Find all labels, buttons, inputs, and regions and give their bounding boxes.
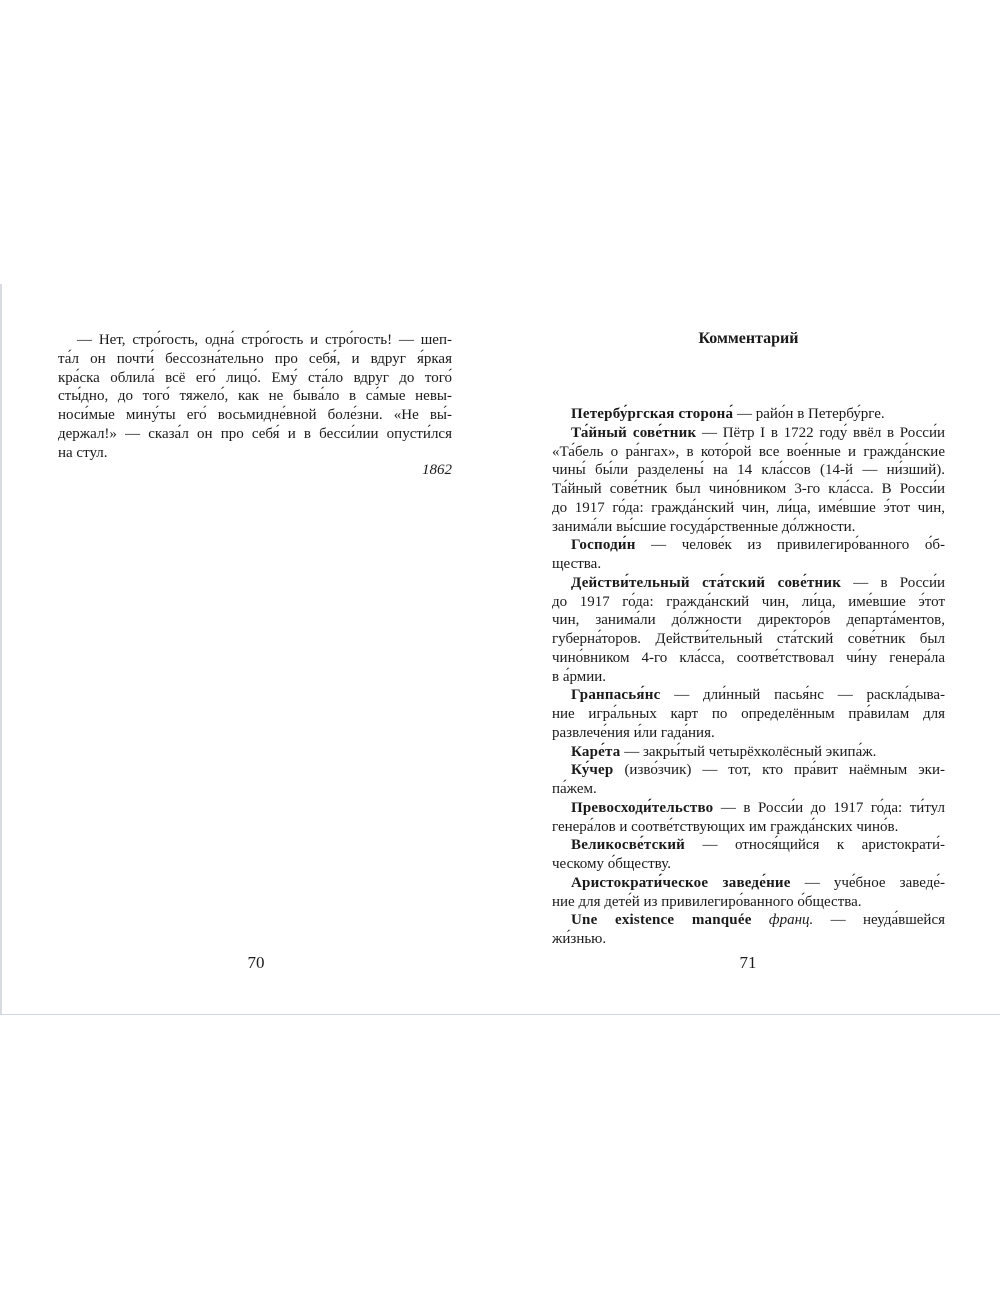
text-line: та́л он почти́ бессозна́тельно про себя́, и вдруг я́ркая <box>58 350 452 367</box>
text-line: на стул. <box>58 444 108 461</box>
commentary-entry <box>552 424 945 443</box>
entry-definition: — дли́нный пасья́нс — раскла́дыва- <box>660 687 945 704</box>
entry-definition: — закры́тый четырёхколёсный экипа́ж. <box>620 743 877 760</box>
text-line: — Нет, стро́гость, одна́ стро́гость и стро́гость! — шеп- <box>77 332 452 348</box>
entry-language: франц. <box>768 912 814 929</box>
entry-continuation: «Та́бель о ра́нгах», в кото́рой все вое́нные и гражда́нские <box>552 443 945 460</box>
entry-definition: — челове́к из привилегиро́ванного о́б- <box>635 537 945 554</box>
entry-continuation: ние игра́льных карт по определённым пра́вилам для <box>552 706 945 722</box>
entry-definition: — в Росси́и <box>841 574 946 591</box>
page-title: Комментарий <box>698 330 799 347</box>
entry-definition: (изво́зчик) — тот, кто пра́вит наёмным эки- <box>613 762 945 779</box>
commentary-entry <box>552 574 945 593</box>
entry-continuation: па́жем. <box>552 781 597 797</box>
entry-term: Действи́тельный ста́тский сове́тник <box>571 574 842 591</box>
text-line: кра́ска облила́ всё его́ лицо́. Ему́ ста́ло вдруг до того́ <box>58 369 452 386</box>
commentary-entry <box>552 743 945 762</box>
entry-continuation: чино́вником 4-го кла́сса, соотве́тствовал чи́ну генера́ла <box>552 649 945 666</box>
entry-definition: — райо́н в Петербу́рге. <box>733 406 885 422</box>
text-line: сты́дно, до того́ тяжело́, как не быва́ло в са́мые невы- <box>58 388 452 405</box>
entry-definition: — неуда́вшейся <box>813 912 946 929</box>
entry-term: Превосходи́тельство <box>571 799 714 816</box>
entry-continuation: занима́ли вы́сшие госуда́рственные до́лжности. <box>552 518 856 535</box>
entry-definition: — в Росси́и до 1917 го́да: ти́тул <box>713 799 945 816</box>
entry-continuation: Та́йный сове́тник был чино́вником 3-го кла́сса. В Росси́и <box>552 481 945 497</box>
entry-continuation: чин, занима́ли до́лжности директоро́в департа́ментов, <box>552 612 945 629</box>
entry-continuation: губерна́торов. Действи́тельный ста́тский сове́тник был <box>552 631 945 647</box>
entry-continuation: генера́лов и соотве́тствующих им гражда́нских чино́в. <box>552 818 899 835</box>
entry-definition: — относя́щийся к аристократи́- <box>685 837 945 854</box>
commentary-entry <box>552 761 945 780</box>
entry-continuation: до 1917 го́да: гражда́нский чин, ли́ца, име́вшие э́тот чин, <box>552 499 945 516</box>
text-line: носи́мые мину́ты его́ восьмидне́вной боле́зни. «Не вы́- <box>58 407 452 423</box>
entry-definition: — Пётр I в 1722 году́ ввёл в Росси́и <box>696 424 946 441</box>
entry-continuation: ческому о́бществу. <box>552 856 671 872</box>
entry-term: Une existence manquée <box>571 912 752 929</box>
entry-continuation: ние для дете́й из привилегиро́ванного о́бщества. <box>552 893 862 910</box>
page-number-right: 71 <box>739 953 757 972</box>
entry-term: Гранпасья́нс <box>571 687 661 704</box>
entry-term: Петербу́ргская сторона́ <box>571 406 734 422</box>
entry-term: Каре́та <box>571 743 621 760</box>
commentary-entry <box>552 536 945 555</box>
entry-continuation: в а́рмии. <box>552 668 607 685</box>
entry-term: Ку́чер <box>571 762 614 779</box>
date-signature: 1862 <box>422 462 452 478</box>
commentary-entry <box>552 799 945 818</box>
text-line: держал!» — сказа́л он про себя́ и в бесси́лии опусти́лся <box>58 425 452 442</box>
entry-continuation: щества. <box>552 556 602 572</box>
entry-term: Аристократи́ческое заведе́ние <box>571 874 791 891</box>
entry-term: Та́йный сове́тник <box>571 424 697 441</box>
commentary-list <box>552 405 945 949</box>
entry-term: Великосве́тский <box>571 837 686 854</box>
page-number-left: 70 <box>247 953 265 972</box>
entry-continuation: жи́знью. <box>552 931 607 947</box>
entry-definition: — уче́бное заведе́- <box>790 874 945 891</box>
commentary-entry <box>552 874 945 893</box>
commentary-entry <box>552 836 945 855</box>
left-page-text <box>58 331 452 462</box>
commentary-entry <box>552 911 945 930</box>
commentary-entry <box>552 405 945 424</box>
entry-continuation: чины́ бы́ли разделены́ на 14 кла́ссов (14-й — ни́зший). <box>552 462 945 479</box>
commentary-entry <box>552 686 945 705</box>
entry-continuation: развлече́ния и́ли гада́ния. <box>552 724 715 741</box>
entry-term: Господи́н <box>571 537 636 554</box>
entry-continuation: до 1917 го́да: гражда́нский чин, ли́ца, име́вшие э́тот <box>552 593 945 610</box>
